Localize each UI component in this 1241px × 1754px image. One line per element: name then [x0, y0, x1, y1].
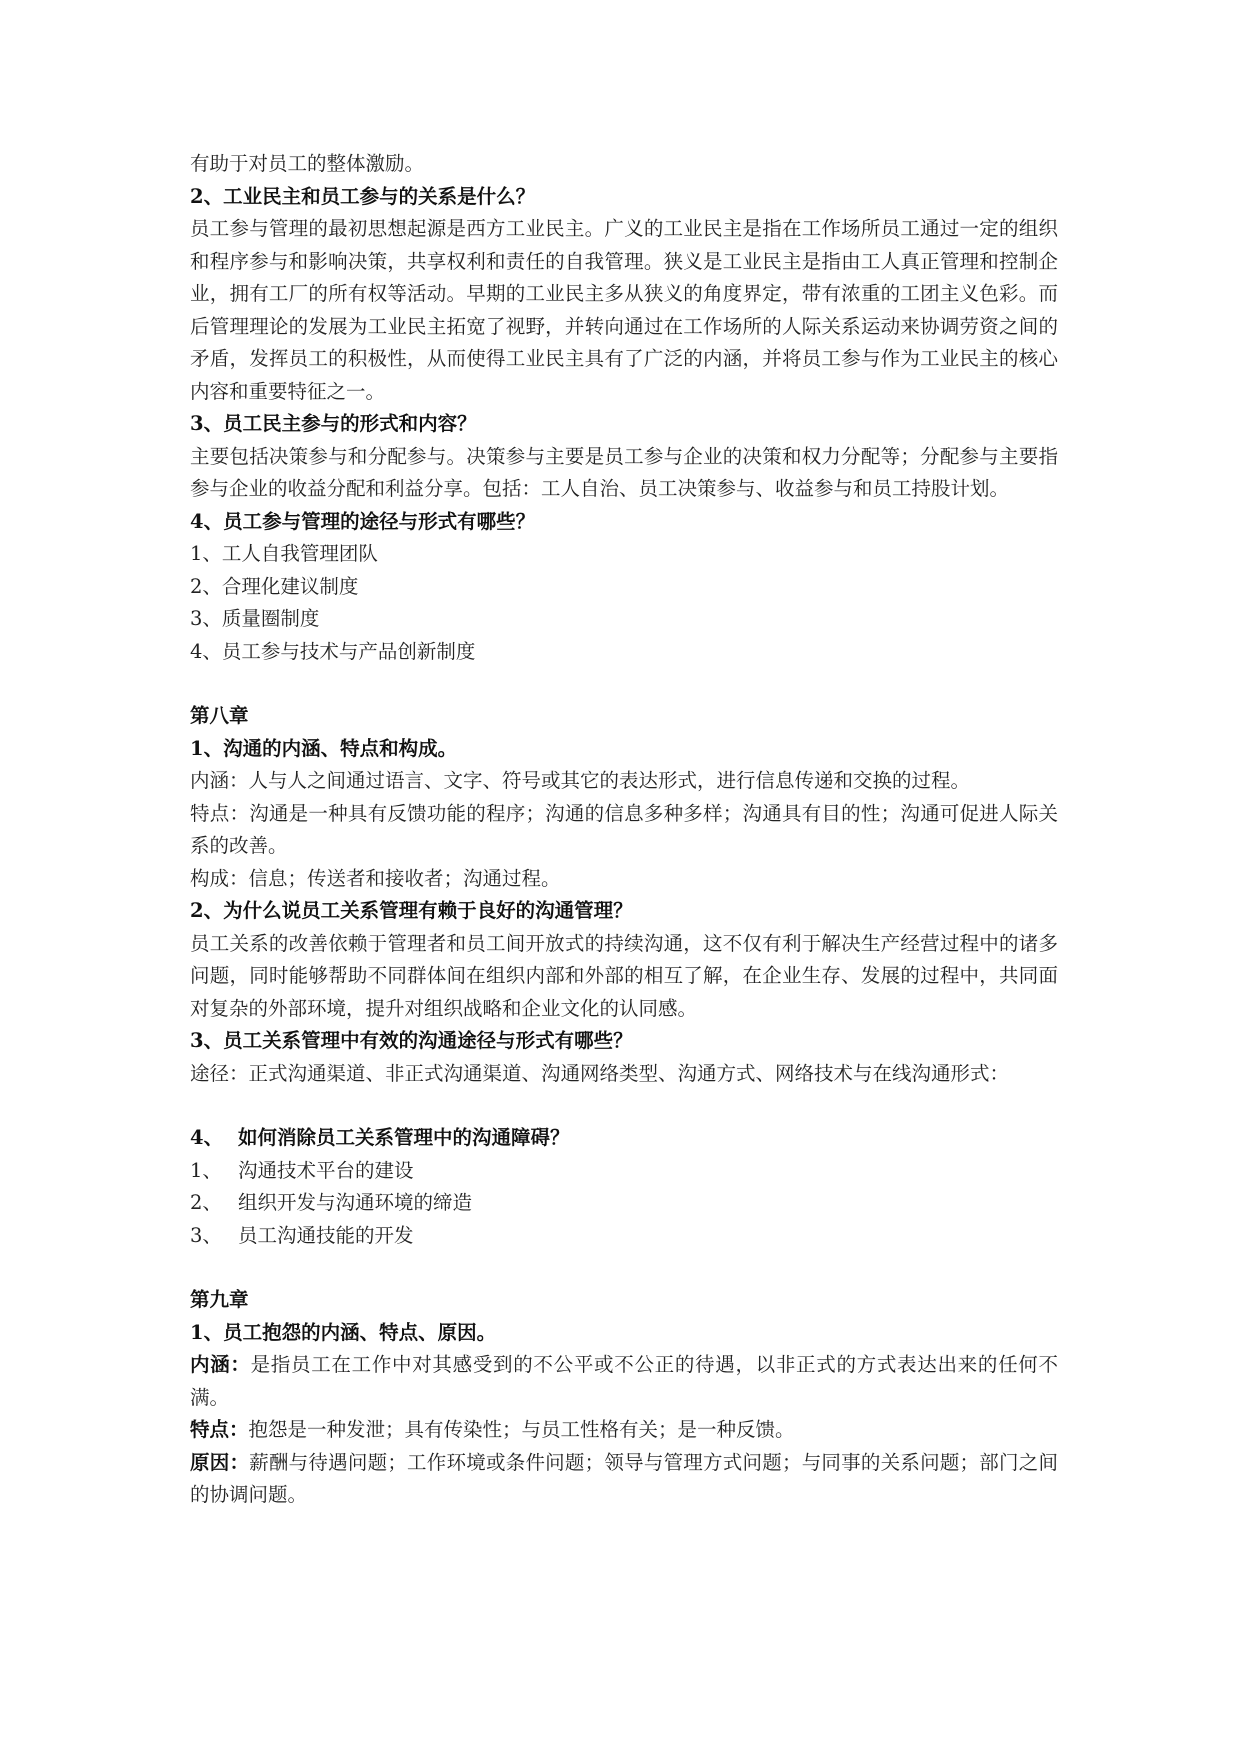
question-industrial-democracy: 2、工业民主和员工参与的关系是什么？: [190, 184, 536, 208]
term-text: 薪酬与待遇问题；工作环境或条件问题；领导与管理方式问题；与同事的关系问题；部门之间的协调问题。: [190, 1450, 1058, 1506]
list-number: 1、: [190, 1158, 222, 1182]
answer-complaint-causes: [190, 1447, 1058, 1512]
term-text: 抱怨是一种发泄；具有传染性；与员工性格有关；是一种反馈。: [248, 1418, 795, 1441]
term-label: 特点：: [190, 1418, 249, 1441]
answer-complaint-features: [190, 1414, 1058, 1447]
list-item: 2、合理化建议制度: [190, 574, 359, 598]
question-participation-ways: 4、员工参与管理的途径与形式有哪些？: [190, 509, 536, 533]
list-item-text: 沟通技术平台的建设: [238, 1158, 414, 1182]
answer-complaint-meaning: [190, 1349, 1058, 1414]
list-item-text: 员工沟通技能的开发: [238, 1223, 414, 1247]
document-page: [190, 148, 1058, 1512]
list-item: 1、工人自我管理团队: [190, 542, 378, 565]
answer-communication-importance: 员工关系的改善依赖于管理者和员工间开放式的持续沟通，这不仅有利于解决生产经营过程中的诸多问题，同时能够帮助不同群体间在组织内部和外部的相互了解，在企业生存、发展的过程中，共同面对复杂的外部环境，提升对组织战略和企业文化的认同感。: [190, 931, 1058, 1020]
question-complaint-definition: 1、员工抱怨的内涵、特点、原因。: [190, 1320, 497, 1344]
list-item: [190, 1220, 1058, 1253]
question-communication-importance: 2、为什么说员工关系管理有赖于良好的沟通管理？: [190, 899, 633, 922]
blank-line: [190, 1090, 1058, 1122]
question-communication-barriers: [190, 1122, 1058, 1155]
answer-communication-meaning: 内涵：人与人之间通过语言、文字、符号或其它的表达形式，进行信息传递和交换的过程。: [190, 769, 971, 792]
list-number: 3、: [190, 1223, 222, 1247]
term-label: 原因：: [190, 1450, 250, 1474]
question-participation-forms: 3、员工民主参与的形式和内容？: [190, 412, 477, 435]
question-text: 如何消除员工关系管理中的沟通障碍？: [238, 1126, 570, 1149]
list-item: [190, 1155, 1058, 1188]
list-item: [190, 1187, 1058, 1220]
list-number: 4、: [190, 1126, 224, 1149]
answer-communication-composition: 构成：信息；传送者和接收者；沟通过程。: [190, 866, 561, 890]
list-item: 3、质量圈制度: [190, 607, 320, 630]
list-item-text: 组织开发与沟通环境的缔造: [238, 1191, 473, 1214]
question-communication-ways: 3、员工关系管理中有效的沟通途径与形式有哪些？: [190, 1029, 633, 1052]
list-number: 2、: [190, 1191, 222, 1214]
answer-participation-forms: 主要包括决策参与和分配参与。决策参与主要是员工参与企业的决策和权力分配等；分配参与主要指参与企业的收益分配和利益分享。包括：工人自治、员工决策参与、收益参与和员工持股计划。: [190, 444, 1058, 500]
list-item: 4、员工参与技术与产品创新制度: [190, 639, 476, 663]
term-label: 内涵：: [190, 1353, 251, 1376]
term-text: 是指员工在工作中对其感受到的不公平或不公正的待遇，以非正式的方式表达出来的任何不满。: [190, 1353, 1058, 1409]
answer-communication-features: 特点：沟通是一种具有反馈功能的程序；沟通的信息多种多样；沟通具有目的性；沟通可促进人际关系的改善。: [190, 801, 1058, 857]
chapter-heading-9: 第九章: [190, 1288, 249, 1311]
answer-communication-ways: 途径：正式沟通渠道、非正式沟通渠道、沟通网络类型、沟通方式、网络技术与在线沟通形式：: [190, 1061, 1010, 1085]
chapter-heading-8: 第八章: [190, 704, 249, 727]
answer-industrial-democracy: 员工参与管理的最初思想起源是西方工业民主。广义的工业民主是指在工作场所员工通过一定的组织和程序参与和影响决策，共享权利和责任的自我管理。狭义是工业民主是指由工人真正管理和控制企业，拥有工厂的所有权等活动。早期的工业民主多从狭义的角度界定，带有浓重的工团主义色彩。而后管理理论的发展为工业民主拓宽了视野，并转向通过在工作场所的人际关系运动来协调劳资之间的矛盾，发挥员工的积极性，从而使得工业民主具有了广泛的内涵，并将员工参与作为工业民主的核心内容和重要特征之一。: [190, 217, 1058, 403]
question-communication-definition: 1、沟通的内涵、特点和构成。: [190, 736, 458, 760]
paragraph-intro-tail: 有助于对员工的整体激励。: [190, 152, 425, 175]
